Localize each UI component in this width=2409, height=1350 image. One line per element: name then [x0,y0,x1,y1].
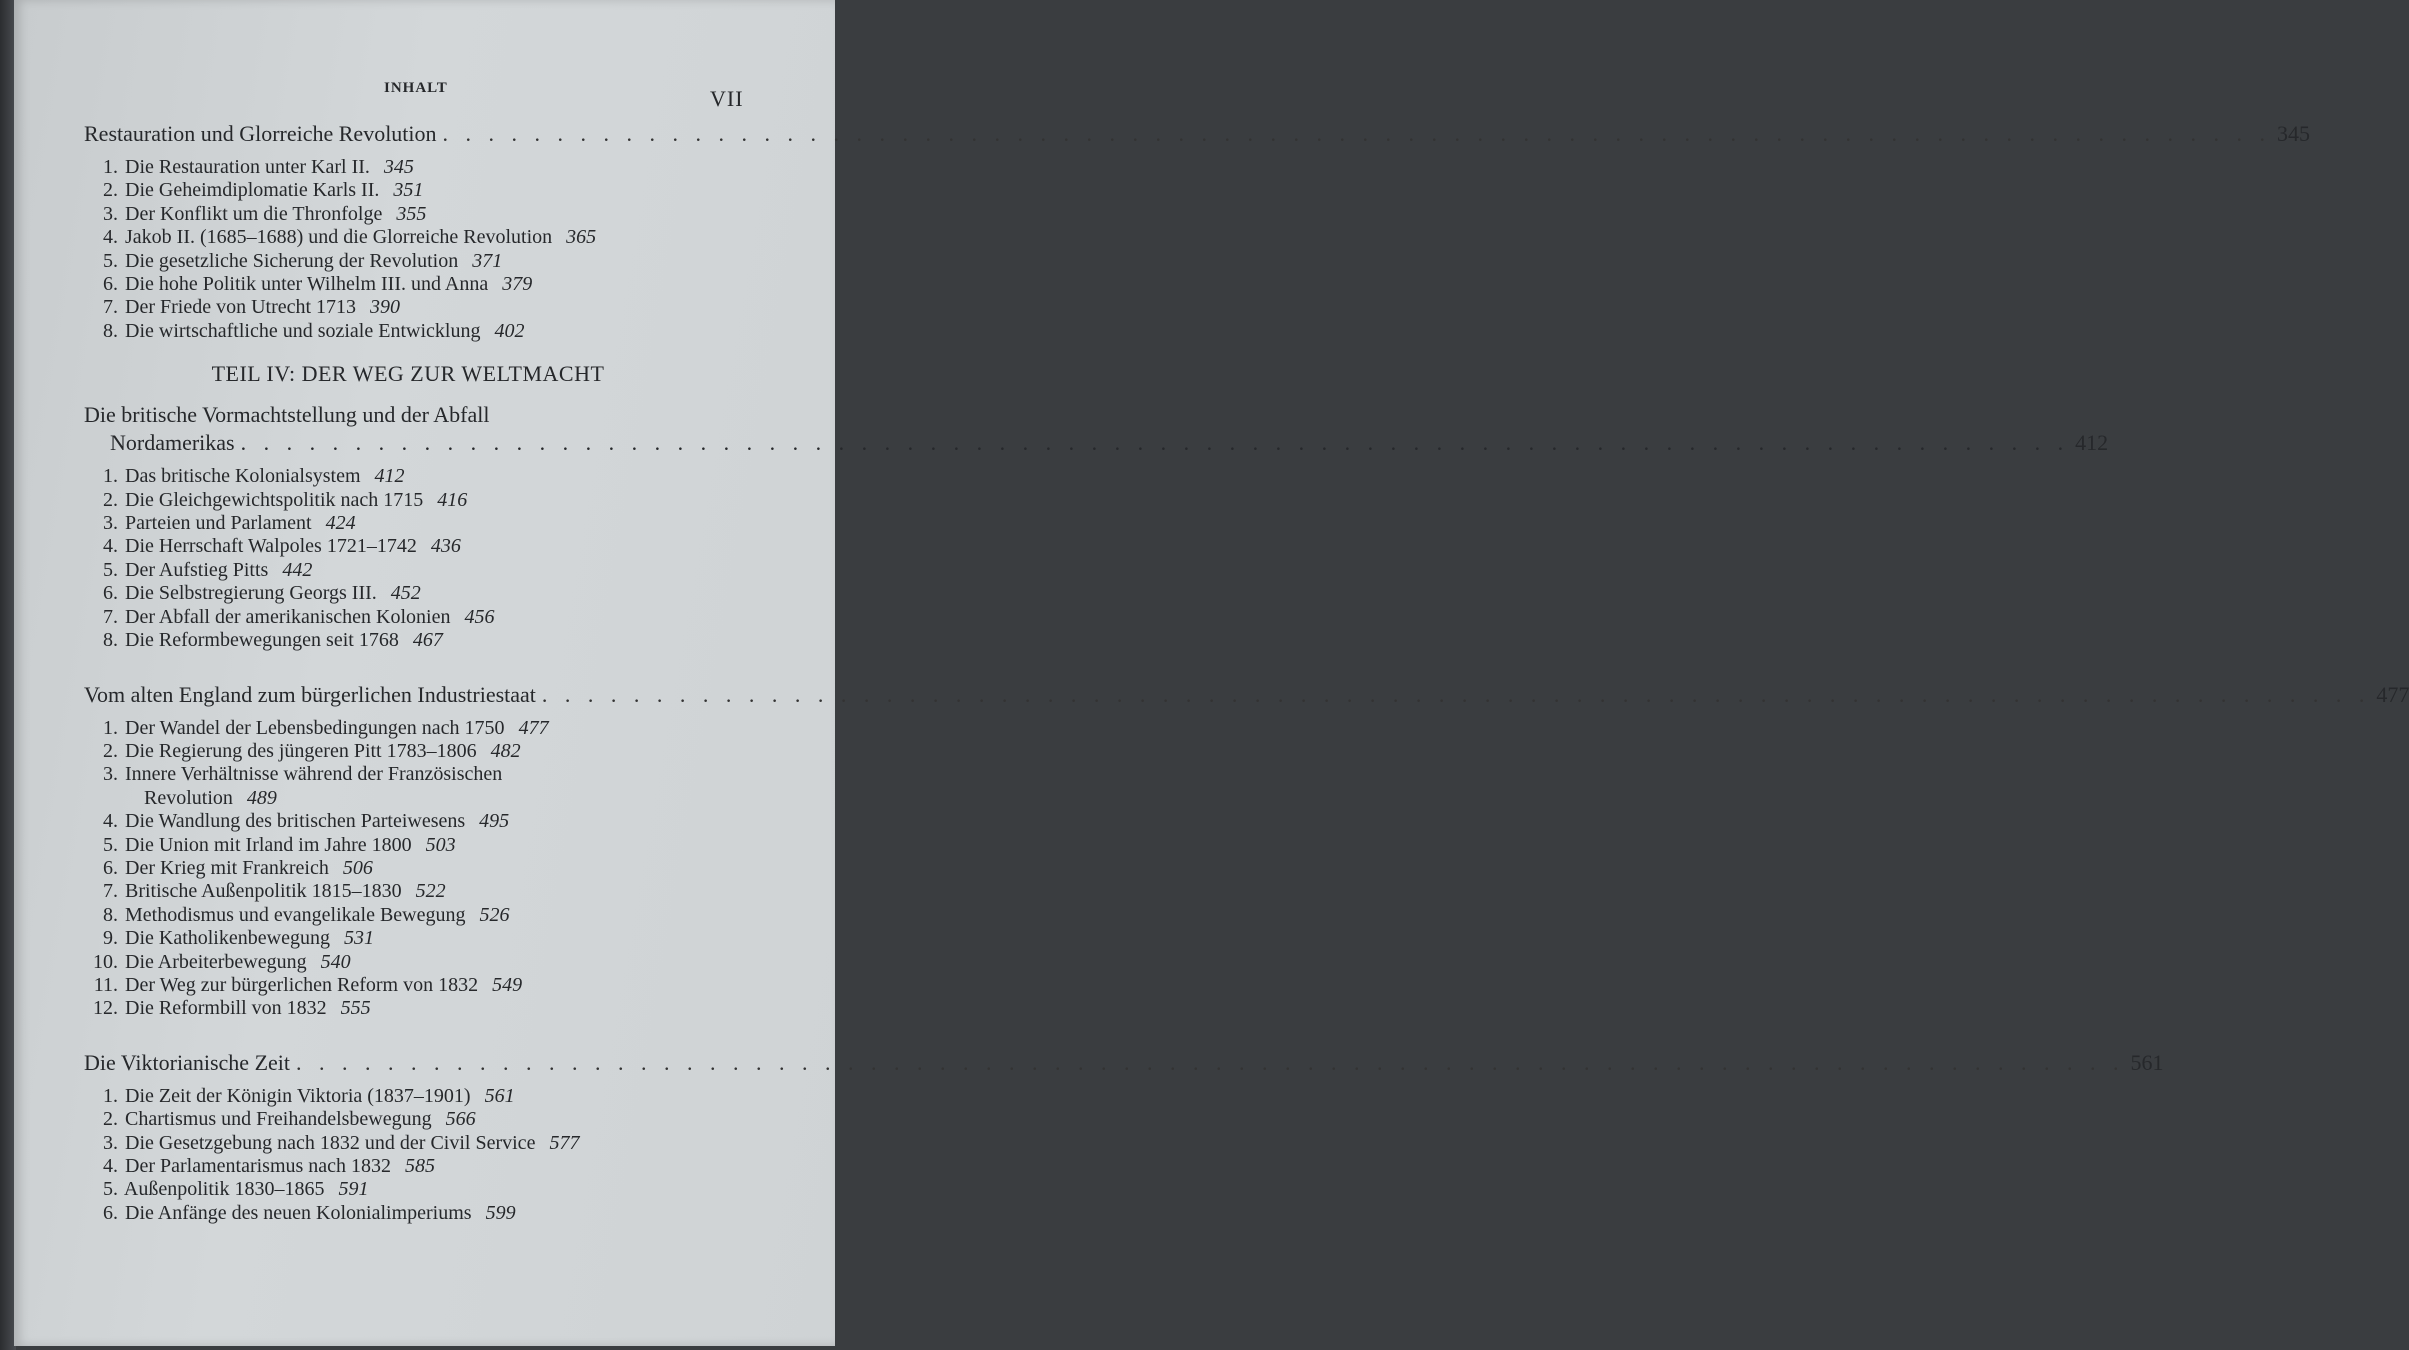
chapter-entry [84,535,732,558]
chapter-number: 6. [103,1201,118,1224]
chapter-number: 1. [103,465,118,488]
chapter-title-continued: Revolution 489 [144,786,277,809]
chapter-page: 355 [396,202,427,225]
chapter-number: 7. [103,605,118,628]
chapter-number: 5. [103,249,118,272]
section-page: 561 [2130,1049,2164,1075]
chapter-entry [84,1178,732,1201]
chapter-entry [84,489,732,512]
chapter-number: 2. [103,179,118,202]
chapter-number: 2. [103,739,118,762]
chapter-entry [84,1132,732,1155]
chapter-number: 4. [103,1155,118,1177]
chapter-entry [84,880,732,903]
chapter-entry [84,1202,732,1225]
chapter-title: Parteien und Parlament [120,512,312,535]
chapter-entry [84,582,732,605]
chapter-entry [84,1108,732,1131]
section-page: 412 [2075,430,2109,456]
running-head: INHALT [384,80,448,96]
chapter-entry [84,179,732,202]
chapter-title: Die hohe Politik unter Wilhelm III. und Anna [120,273,489,296]
chapter-title: Die Union mit Irland im Jahre 1800 [120,833,412,856]
chapter-entry [84,606,732,629]
chapter-number: 7. [103,880,118,903]
chapter-number: 2. [103,488,118,511]
leader-dots: . . . . . . . . . . . . . . . . . . . . . . . . . . . . . . . . . . . . . . . . . . . . . . . . . . . . . . . . . . . . . . . . . . . . . . . . . . . . . . . . [296,1049,2125,1075]
chapter-entry [84,629,732,652]
chapter-number: 12. [93,997,118,1020]
chapter-number: 4. [103,226,118,249]
chapter-entry [84,320,732,343]
chapter-number: 3. [103,763,118,786]
chapter-number: 3. [103,202,118,225]
page-number: VII [710,86,744,111]
section-spacer [84,653,732,681]
chapter-title: Der Abfall der amerikanischen Kolonien [120,605,451,628]
chapter-page: 489 [246,786,277,809]
chapter-entry [84,834,732,857]
chapter-title: Britische Außenpolitik 1815–1830 [120,880,402,903]
chapter-page: 371 [472,249,503,272]
chapter-list [84,717,732,1021]
chapter-number: 8. [103,629,118,652]
chapter-number: 4. [103,535,118,558]
chapter-page: 412 [374,465,405,488]
chapter-number: 5. [103,1178,118,1201]
chapter-page: 424 [325,512,356,535]
chapter-entry [84,203,732,226]
chapter-title: Die Gesetzgebung nach 1832 und der Civil Service [120,1131,536,1154]
chapter-title: Außenpolitik 1830–1865 [120,1178,325,1201]
chapter-title: Die Regierung des jüngeren Pitt 1783–1806 [120,739,477,762]
section-heading [84,1049,2164,1077]
chapter-entry [84,1085,732,1108]
chapter-entry [84,717,732,740]
chapter-page: 402 [494,319,525,342]
chapter-title: Jakob II. (1685–1688) und die Glorreiche Revolution [120,226,553,249]
chapter-entry [84,273,732,296]
chapter-page: 416 [437,488,468,511]
chapter-entry [84,763,732,810]
chapter-entry [84,512,732,535]
section-title: Die britische Vormachtstellung und der Abfall [84,402,490,428]
chapter-number: 1. [103,1084,118,1107]
chapter-page: 351 [393,179,424,202]
chapter-entry [84,997,732,1020]
chapter-title: Die Selbstregierung Georgs III. [120,582,377,605]
chapter-title: Die Gleichgewichtspolitik nach 1715 [120,488,424,511]
section-page: 477 [2376,681,2409,707]
chapter-entry [84,465,732,488]
chapter-page: 555 [340,997,371,1020]
chapter-number: 5. [103,558,118,581]
chapter-title: Chartismus und Freihandelsbewegung [120,1108,432,1131]
chapter-number: 2. [103,1108,118,1131]
chapter-page: 390 [370,296,401,319]
chapter-title: Die Anfänge des neuen Kolonialimperiums [120,1201,472,1224]
chapter-title: Der Weg zur bürgerlichen Reform von 1832 [120,973,479,996]
section-title-continued-row [84,429,2109,457]
section-heading [84,401,2109,457]
chapter-title: Die Arbeiterbewegung [120,950,307,973]
chapter-title: Methodismus und evangelikale Bewegung [120,903,466,926]
chapter-entry [84,250,732,273]
chapter-entry [84,810,732,833]
chapter-number: 4. [103,810,118,833]
chapter-title: Innere Verhältnisse während der Französischen [120,763,503,786]
section-heading [84,120,2311,148]
chapter-page: 577 [549,1131,580,1154]
section-title-continued: Nordamerikas [110,430,235,456]
chapter-page: 365 [566,226,597,249]
chapter-entry [84,1155,732,1178]
section-title: Vom alten England zum bürgerlichen Industriestaat [84,681,536,707]
section-title: Restauration und Glorreiche Revolution [84,121,437,146]
chapter-number: 6. [103,856,118,879]
chapter-page: 599 [485,1201,516,1224]
chapter-page: 591 [338,1178,369,1201]
chapter-number: 1. [103,156,118,178]
chapter-number: 10. [93,950,118,973]
chapter-title: Die Wandlung des britischen Parteiwesens [120,810,466,833]
chapter-page: 585 [405,1155,436,1177]
chapter-title: Der Friede von Utrecht 1713 [120,296,357,319]
chapter-entry [84,857,732,880]
section-spacer [84,1021,732,1049]
table-of-contents [84,120,2409,1225]
chapter-entry [84,974,732,997]
chapter-title: Die Herrschaft Walpoles 1721–1742 [120,535,417,558]
section-heading [84,681,2409,709]
chapter-title: Der Parlamentarismus nach 1832 [120,1155,392,1177]
chapter-title: Der Konflikt um die Thronfolge [120,202,383,225]
chapter-entry [84,226,732,249]
chapter-page: 540 [320,950,351,973]
chapter-title: Der Wandel der Lebensbedingungen nach 1750 [120,716,505,739]
chapter-page: 522 [415,880,446,903]
chapter-page: 482 [490,739,521,762]
chapter-entry [84,296,732,319]
chapter-page: 467 [412,629,443,652]
leader-dots: . . . . . . . . . . . . . . . . . . . . . . . . . . . . . . . . . . . . . . . . . . . . . . . . . . . . . . . . . . . . . . . . . . . . . . . . . . . . . . . . [442,121,2272,146]
chapter-title: Die Reformbill von 1832 [120,997,327,1020]
chapter-page: 436 [430,535,461,558]
section-page: 345 [2277,121,2311,146]
chapter-number: 8. [103,903,118,926]
chapter-entry [84,904,732,927]
chapter-number: 11. [93,973,118,996]
part-title: TEIL IV: DER WEG ZUR WELTMACHT [211,361,605,387]
chapter-list [84,1085,732,1225]
chapter-title: Die Restauration unter Karl II. [120,156,370,178]
chapter-entry [84,156,732,179]
chapter-page: 566 [445,1108,476,1131]
chapter-page: 531 [343,927,374,950]
chapter-page: 506 [342,856,373,879]
chapter-title: Die wirtschaftliche und soziale Entwicklung [120,319,481,342]
chapter-number: 3. [103,512,118,535]
leader-dots: . . . . . . . . . . . . . . . . . . . . . . . . . . . . . . . . . . . . . . . . . . . . . . . . . . . . . . . . . . . . . . . . . . . . . . . . . . . . . . . . [541,681,2371,707]
chapter-number: 5. [103,833,118,856]
chapter-number: 6. [103,273,118,296]
chapter-title: Das britische Kolonialsystem [120,465,361,488]
chapter-number: 7. [103,296,118,319]
chapter-page: 379 [502,273,533,296]
chapter-list [84,156,732,343]
chapter-entry [84,559,732,582]
chapter-list [84,465,732,652]
chapter-entry [84,740,732,763]
chapter-title: Der Krieg mit Frankreich [120,856,329,879]
chapter-entry [84,951,732,974]
chapter-page: 477 [518,716,549,739]
chapter-page: 495 [479,810,510,833]
chapter-title: Die Reformbewegungen seit 1768 [120,629,399,652]
chapter-entry [84,927,732,950]
chapter-title: Die gesetzliche Sicherung der Revolution [120,249,459,272]
chapter-title: Die Zeit der Königin Viktoria (1837–1901) [120,1084,471,1107]
chapter-number: 8. [103,319,118,342]
chapter-page: 503 [425,833,456,856]
leader-dots: . . . . . . . . . . . . . . . . . . . . . . . . . . . . . . . . . . . . . . . . . . . . . . . . . . . . . . . . . . . . . . . . . . . . . . . . . . . . . . . . [240,430,2070,456]
chapter-page: 452 [390,582,421,605]
chapter-page: 456 [464,605,495,628]
chapter-page: 526 [479,903,510,926]
chapter-number: 1. [103,716,118,739]
chapter-page: 549 [492,973,523,996]
chapter-number: 9. [103,927,118,950]
chapter-page: 345 [383,156,414,178]
section-title: Die Viktorianische Zeit [84,1049,290,1075]
chapter-number: 3. [103,1131,118,1154]
chapter-title: Die Geheimdiplomatie Karls II. [120,179,380,202]
chapter-title: Die Katholikenbewegung [120,927,330,950]
chapter-number: 6. [103,582,118,605]
chapter-page: 561 [484,1084,515,1107]
chapter-page: 442 [282,558,313,581]
chapter-title: Der Aufstieg Pitts [120,558,269,581]
